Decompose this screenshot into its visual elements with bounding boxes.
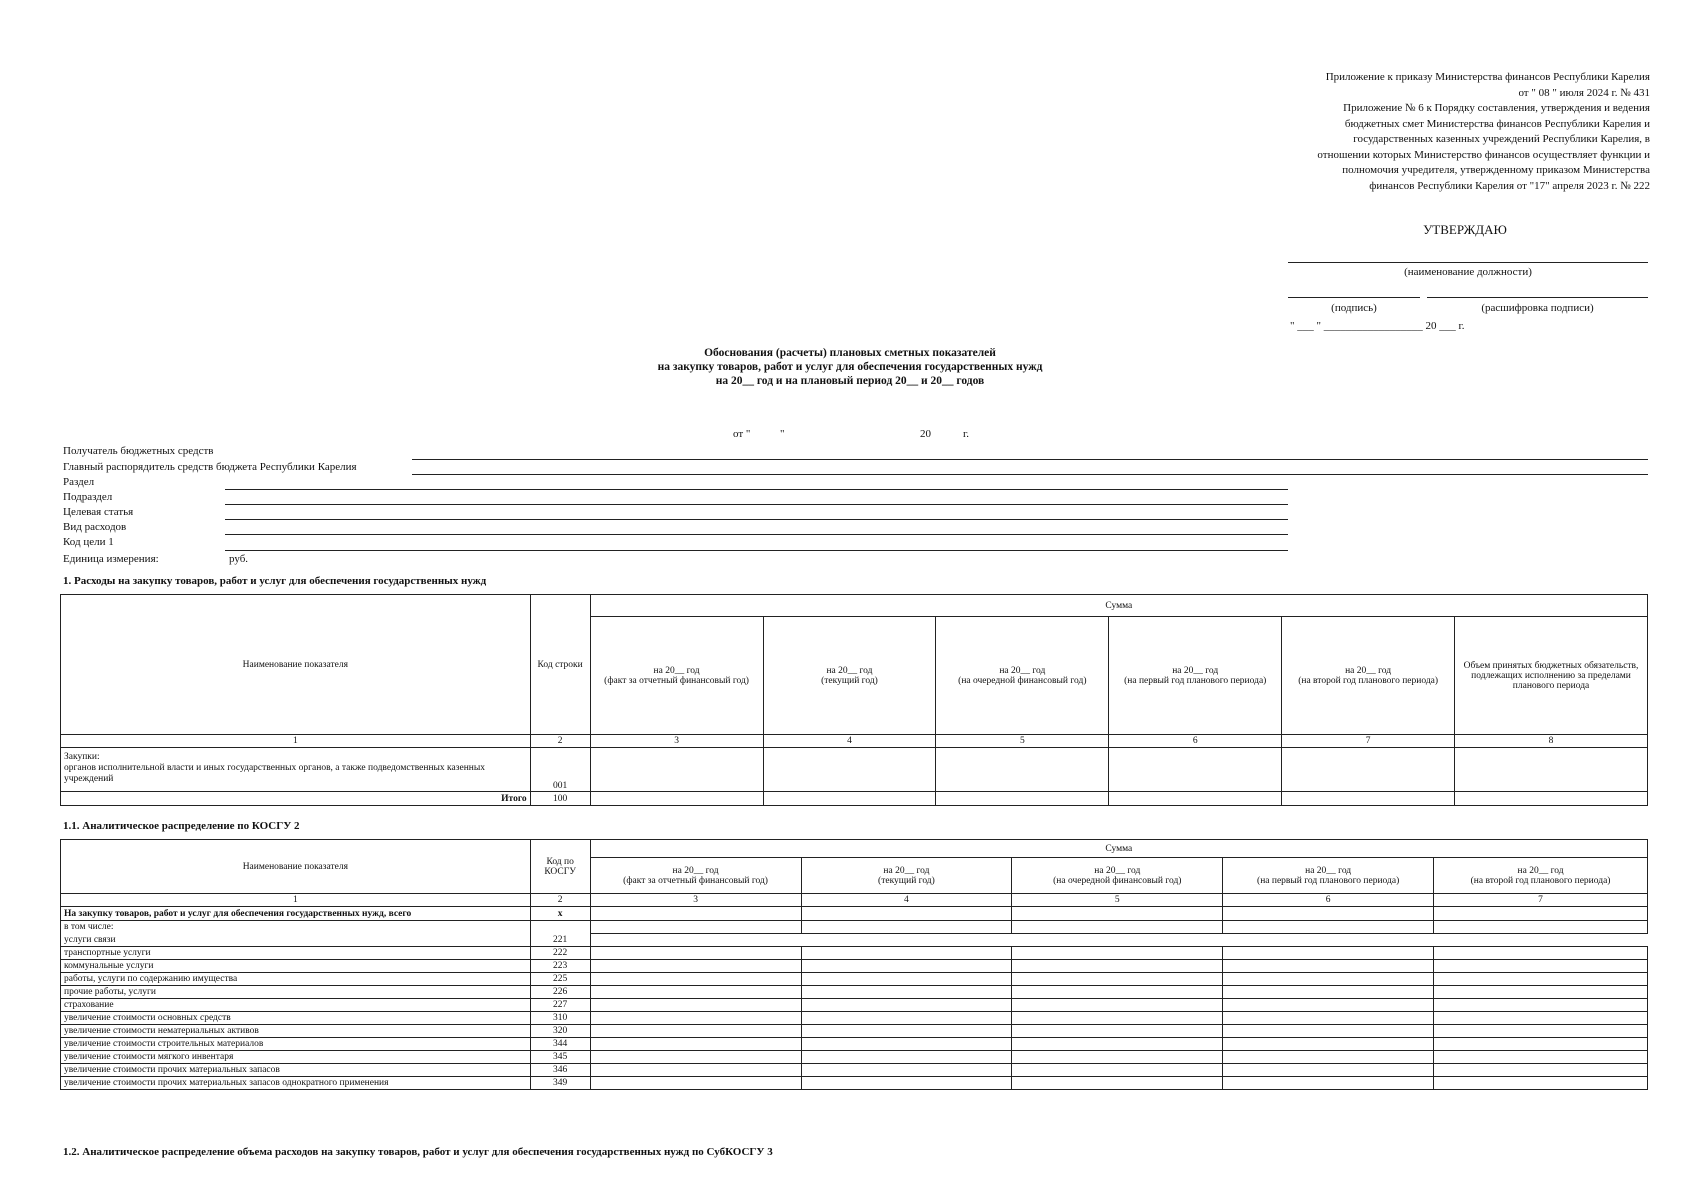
including-label: в том числе: xyxy=(61,921,531,934)
value-cell[interactable] xyxy=(1282,748,1455,792)
kosgu-row-code: 222 xyxy=(530,947,590,960)
value-cell[interactable] xyxy=(763,792,936,806)
value-cell[interactable] xyxy=(1223,1025,1434,1038)
value-cell[interactable] xyxy=(1434,1064,1648,1077)
value-cell[interactable] xyxy=(1223,986,1434,999)
value-cell[interactable] xyxy=(1434,1051,1648,1064)
value-cell[interactable] xyxy=(763,748,936,792)
kosgu-total-code: x xyxy=(530,907,590,921)
period-header: на 20__ год (на очередной финансовый год) xyxy=(936,617,1109,735)
col-number: 8 xyxy=(1455,735,1648,748)
value-cell[interactable] xyxy=(590,792,763,806)
value-cell[interactable] xyxy=(936,792,1109,806)
appendix-line: Приложение № 6 к Порядку составления, утверждения и ведения xyxy=(1343,102,1650,114)
table-row xyxy=(61,973,1648,986)
value-cell[interactable] xyxy=(801,921,1012,934)
col-number: 2 xyxy=(530,735,590,748)
value-cell[interactable] xyxy=(1223,1012,1434,1025)
value-cell[interactable] xyxy=(801,1064,1012,1077)
col-number: 6 xyxy=(1223,894,1434,907)
value-cell[interactable] xyxy=(590,960,801,973)
kosgu-row-name: увеличение стоимости строительных материалов xyxy=(61,1038,531,1051)
appendix-line: финансов Республики Карелия от "17" апреля 2023 г. № 222 xyxy=(1369,179,1650,192)
table-row xyxy=(61,1025,1648,1038)
value-cell[interactable] xyxy=(1012,1038,1223,1051)
kosgu-row-name: коммунальные услуги xyxy=(61,960,531,973)
value-cell[interactable] xyxy=(801,907,1012,921)
date-year: 20 xyxy=(920,428,931,440)
kosgu-row-name: страхование xyxy=(61,999,531,1012)
value-cell[interactable] xyxy=(590,1077,801,1090)
col-number: 5 xyxy=(936,735,1109,748)
section1-heading: 1. Расходы на закупку товаров, работ и услуг для обеспечения государственных нужд xyxy=(63,575,487,587)
value-cell[interactable] xyxy=(1223,1064,1434,1077)
period-header: на 20__ год (на первый год планового периода) xyxy=(1109,617,1282,735)
value-cell[interactable] xyxy=(1109,748,1282,792)
period-header: на 20__ год (на второй год планового периода) xyxy=(1434,858,1648,894)
appendix-block xyxy=(1270,70,1650,194)
col-number: 6 xyxy=(1109,735,1282,748)
table-row xyxy=(61,986,1648,999)
value-cell[interactable] xyxy=(1012,1051,1223,1064)
value-cell[interactable] xyxy=(1434,1038,1648,1051)
value-cell[interactable] xyxy=(590,907,801,921)
approve-heading: УТВЕРЖДАЮ xyxy=(1423,222,1507,237)
kosgu-row-name: транспортные услуги xyxy=(61,947,531,960)
subsection-label: Подраздел xyxy=(63,491,113,503)
kosgu-row-code: 320 xyxy=(530,1025,590,1038)
table-row xyxy=(61,1077,1648,1090)
kosgu-row-name: увеличение стоимости нематериальных активов xyxy=(61,1025,531,1038)
period-header: на 20__ год (на очередной финансовый год) xyxy=(1012,858,1223,894)
kosgu-row-name: увеличение стоимости мягкого инвентаря xyxy=(61,1051,531,1064)
table-row xyxy=(61,960,1648,973)
kosgu-row-code: 226 xyxy=(530,986,590,999)
value-cell[interactable] xyxy=(1434,921,1648,934)
code-cell xyxy=(530,921,590,934)
value-cell[interactable] xyxy=(1012,947,1223,960)
value-cell[interactable] xyxy=(590,921,801,934)
period-header: на 20__ год (факт за отчетный финансовый год) xyxy=(590,858,801,894)
table-row xyxy=(61,934,1648,947)
kosgu-row-name: увеличение стоимости прочих материальных запасов xyxy=(61,1064,531,1077)
appendix-line: полномочия учредителя, утвержденному приказом Министерства xyxy=(1342,164,1650,176)
section1-table xyxy=(60,594,1648,806)
value-cell[interactable] xyxy=(1434,1025,1648,1038)
kosgu-row-code: 221 xyxy=(530,934,590,947)
value-cell[interactable] xyxy=(801,1025,1012,1038)
col-name-header: Наименование показателя xyxy=(61,840,531,894)
value-cell[interactable] xyxy=(801,960,1012,973)
col-number: 1 xyxy=(61,735,531,748)
position-caption: (наименование должности) xyxy=(1404,266,1532,278)
manager-label: Главный распорядитель средств бюджета Республики Карелия xyxy=(63,461,357,473)
unit-label: Единица измерения: xyxy=(63,553,159,565)
period-header: на 20__ год (на второй год планового периода) xyxy=(1282,617,1455,735)
sum-header: Сумма xyxy=(590,840,1647,858)
appendix-line: бюджетных смет Министерства финансов Республики Карелия и xyxy=(1344,117,1650,130)
value-cell[interactable] xyxy=(801,1012,1012,1025)
value-cell[interactable] xyxy=(1223,1051,1434,1064)
col-number: 7 xyxy=(1282,735,1455,748)
table-row xyxy=(61,1012,1648,1025)
value-cell[interactable] xyxy=(590,999,801,1012)
value-cell[interactable] xyxy=(936,748,1109,792)
col-name-header: Наименование показателя xyxy=(61,595,531,735)
value-cell[interactable] xyxy=(1434,973,1648,986)
value-cell[interactable] xyxy=(1012,960,1223,973)
document-title xyxy=(500,346,1200,388)
value-cell[interactable] xyxy=(1223,960,1434,973)
kosgu-row-name: увеличение стоимости основных средств xyxy=(61,1012,531,1025)
title-line: на 20__ год и на плановый период 20__ и 20__ годов xyxy=(715,375,985,387)
col-number: 3 xyxy=(590,894,801,907)
value-cell[interactable] xyxy=(801,973,1012,986)
value-cell[interactable] xyxy=(1223,947,1434,960)
value-cell[interactable] xyxy=(590,973,801,986)
appendix-line: отношении которых Министерство финансов осуществляет функции и xyxy=(1317,148,1650,161)
appendix-line: Приложение к приказу Министерства финансов Республики Карелия xyxy=(1325,71,1650,83)
date-from: от " xyxy=(733,428,751,440)
section11-table xyxy=(60,839,1648,1090)
period-header: на 20__ год (на первый год планового периода) xyxy=(1223,858,1434,894)
value-cell[interactable] xyxy=(1434,907,1648,921)
expense-type-line xyxy=(225,534,1288,535)
kosgu-row-code: 227 xyxy=(530,999,590,1012)
unit-value: руб. xyxy=(229,553,249,565)
value-cell[interactable] xyxy=(801,1038,1012,1051)
date-g: г. xyxy=(963,428,970,440)
col-code-header: Код по КОСГУ xyxy=(530,840,590,894)
value-cell[interactable] xyxy=(1434,999,1648,1012)
value-cell[interactable] xyxy=(1012,907,1223,921)
table-row xyxy=(61,1051,1648,1064)
value-cell[interactable] xyxy=(1455,792,1648,806)
value-cell[interactable] xyxy=(1109,792,1282,806)
value-cell[interactable] xyxy=(1223,1077,1434,1090)
title-line: Обоснования (расчеты) плановых сметных показателей xyxy=(704,347,996,359)
table-row xyxy=(61,1038,1648,1051)
kosgu-row-code: 223 xyxy=(530,960,590,973)
target-label: Целевая статья xyxy=(63,506,134,518)
kosgu-row-code: 345 xyxy=(530,1051,590,1064)
subsection-line xyxy=(225,504,1288,505)
value-cell[interactable] xyxy=(801,1051,1012,1064)
decoding-caption: (расшифровка подписи) xyxy=(1481,302,1594,314)
table-row xyxy=(61,1064,1648,1077)
col-number: 4 xyxy=(801,894,1012,907)
kosgu-row-code: 349 xyxy=(530,1077,590,1090)
period-header: на 20__ год (факт за отчетный финансовый год) xyxy=(590,617,763,735)
kosgu-row-code: 344 xyxy=(530,1038,590,1051)
value-cell[interactable] xyxy=(801,947,1012,960)
value-cell[interactable] xyxy=(1223,921,1434,934)
col-number: 5 xyxy=(1012,894,1223,907)
row-purchases-name: Закупки: органов исполнительной власти и иных государственных органов, а также подведомственных казенных учреждений xyxy=(61,748,531,792)
value-cell[interactable] xyxy=(1434,1012,1648,1025)
table-row xyxy=(61,999,1648,1012)
col-number: 4 xyxy=(763,735,936,748)
value-cell[interactable] xyxy=(1223,973,1434,986)
value-cell[interactable] xyxy=(1012,1064,1223,1077)
value-cell[interactable] xyxy=(1012,1012,1223,1025)
kosgu-row-code: 225 xyxy=(530,973,590,986)
value-cell[interactable] xyxy=(590,1051,801,1064)
value-cell[interactable] xyxy=(1012,1077,1223,1090)
appendix-line: от " 08 " июля 2024 г. № 431 xyxy=(1518,86,1650,99)
obligations-header: Объем принятых бюджетных обязательств, подлежащих исполнению за пределами планового периода xyxy=(1455,617,1648,735)
kosgu-row-name: работы, услуги по содержанию имущества xyxy=(61,973,531,986)
sum-header: Сумма xyxy=(590,595,1647,617)
period-header: на 20__ год (текущий год) xyxy=(763,617,936,735)
value-cell[interactable] xyxy=(1012,921,1223,934)
value-cell[interactable] xyxy=(590,947,801,960)
target-line xyxy=(225,519,1288,520)
value-cell[interactable] xyxy=(1223,999,1434,1012)
appendix-line: государственных казенных учреждений Республики Карелия, в xyxy=(1353,133,1650,145)
value-cell[interactable] xyxy=(1282,792,1455,806)
recipient-label: Получатель бюджетных средств xyxy=(63,445,214,457)
value-cell[interactable] xyxy=(801,999,1012,1012)
table-row xyxy=(61,947,1648,960)
value-cell[interactable] xyxy=(1012,1025,1223,1038)
signature-caption: (подпись) xyxy=(1331,302,1377,314)
value-cell[interactable] xyxy=(590,748,763,792)
approve-date: " ___ " __________________ 20 ___ г. xyxy=(1290,320,1465,332)
section-line xyxy=(225,489,1288,490)
kosgu-total-name: На закупку товаров, работ и услуг для обеспечения государственных нужд, всего xyxy=(61,907,531,921)
value-cell[interactable] xyxy=(1434,947,1648,960)
value-cell[interactable] xyxy=(1434,960,1648,973)
value-cell[interactable] xyxy=(590,986,801,999)
value-cell[interactable] xyxy=(1455,748,1648,792)
kosgu-row-name: услуги связи xyxy=(61,934,531,947)
date-quote: " xyxy=(780,428,785,440)
kosgu-row-code: 346 xyxy=(530,1064,590,1077)
signature-line xyxy=(1288,297,1420,298)
recipient-line xyxy=(412,459,1648,460)
manager-line xyxy=(412,474,1648,475)
decoding-line xyxy=(1427,297,1648,298)
col-code-header: Код строки xyxy=(530,595,590,735)
total-label: Итого xyxy=(61,792,531,806)
goal-code-line xyxy=(225,550,1288,551)
value-cell[interactable] xyxy=(590,1012,801,1025)
position-line xyxy=(1288,262,1648,263)
value-cell[interactable] xyxy=(1012,999,1223,1012)
col-number: 1 xyxy=(61,894,531,907)
col-number: 7 xyxy=(1434,894,1648,907)
section11-heading: 1.1. Аналитическое распределение по КОСГУ 2 xyxy=(63,820,300,832)
value-cell[interactable] xyxy=(801,1077,1012,1090)
kosgu-row-code: 310 xyxy=(530,1012,590,1025)
row-purchases-code: 001 xyxy=(530,748,590,792)
value-cell[interactable] xyxy=(1434,1077,1648,1090)
value-cell[interactable] xyxy=(1223,907,1434,921)
section12-heading: 1.2. Аналитическое распределение объема расходов на закупку товаров, работ и услуг для обеспечения государственных нужд по СубКОСГУ 3 xyxy=(63,1146,773,1158)
section-label: Раздел xyxy=(63,476,95,488)
title-line: на закупку товаров, работ и услуг для обеспечения государственных нужд xyxy=(657,361,1043,373)
period-header: на 20__ год (текущий год) xyxy=(801,858,1012,894)
kosgu-row-name: увеличение стоимости прочих материальных запасов однократного применения xyxy=(61,1077,531,1090)
value-cell[interactable] xyxy=(1434,986,1648,999)
value-cell[interactable] xyxy=(590,1025,801,1038)
value-cell[interactable] xyxy=(1012,973,1223,986)
col-number: 3 xyxy=(590,735,763,748)
value-cell[interactable] xyxy=(590,1038,801,1051)
expense-type-label: Вид расходов xyxy=(63,521,127,533)
goal-code-label: Код цели 1 xyxy=(63,536,114,548)
total-code: 100 xyxy=(530,792,590,806)
value-cell[interactable] xyxy=(1012,986,1223,999)
value-cell[interactable] xyxy=(801,986,1012,999)
kosgu-row-name: прочие работы, услуги xyxy=(61,986,531,999)
value-cell[interactable] xyxy=(1223,1038,1434,1051)
value-cell[interactable] xyxy=(590,1064,801,1077)
col-number: 2 xyxy=(530,894,590,907)
